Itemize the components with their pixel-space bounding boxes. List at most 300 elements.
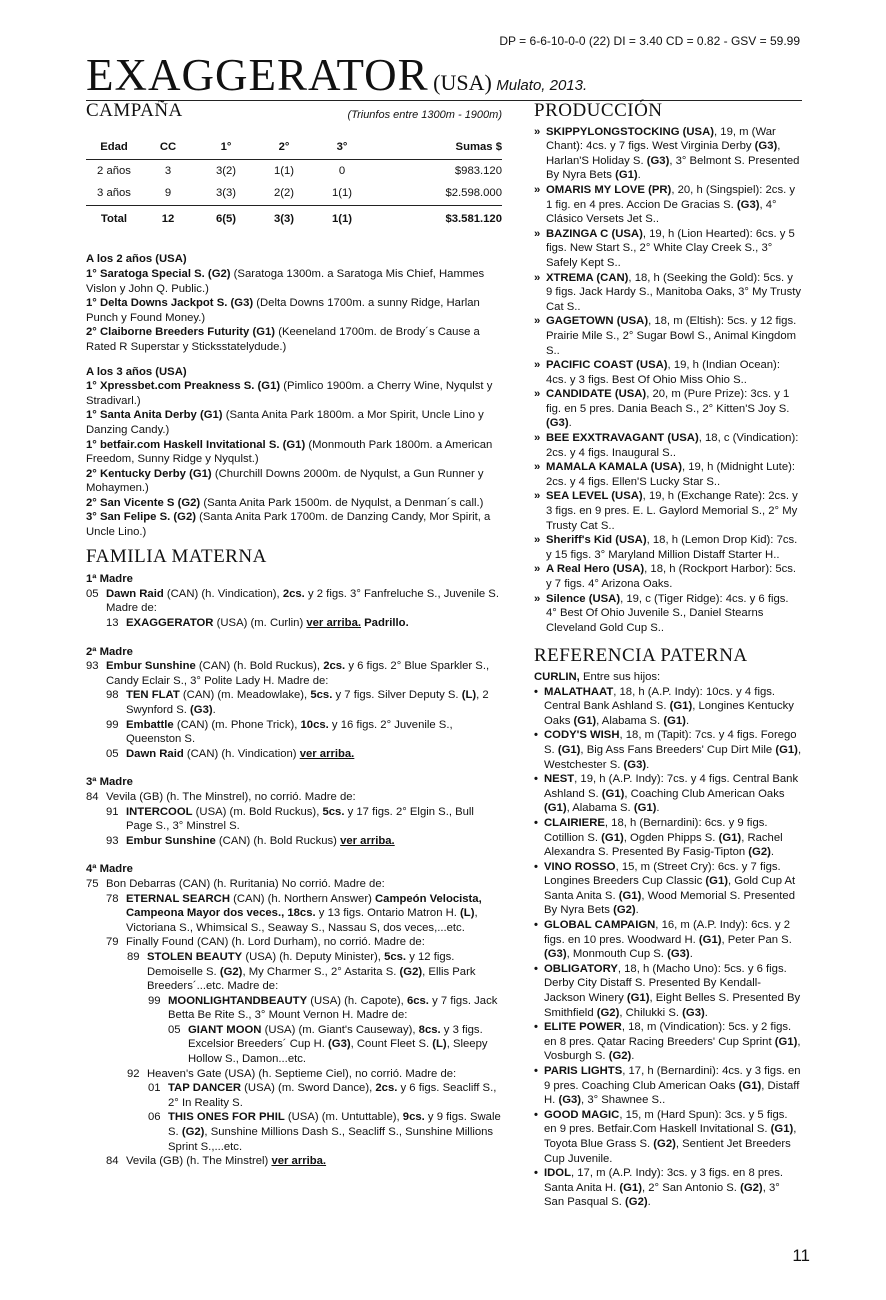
text-run: (L) (460, 907, 475, 920)
text-run: MAMALA KAMALA (USA) (546, 461, 682, 474)
generation-label: 3ª Madre (86, 776, 133, 789)
text-run: (G1) (770, 1123, 794, 1136)
text-run: (USA) (h. Deputy Minister), (242, 950, 385, 963)
text-run: y 12 figs. Demoiselle S. (147, 950, 455, 978)
text-run: , Alabama S. (596, 714, 664, 727)
bullet-icon: » (534, 388, 541, 401)
production-item (534, 183, 802, 227)
text-run: , 19, h (Exchange Rate): 2cs. y 3 figs. en 9 pres. E. L. Gaylord Memorial S., 2° My Trusty Cat S.. (546, 490, 798, 532)
table-cell: $983.120 (454, 164, 502, 177)
bullet-icon: • (534, 1065, 538, 1077)
text-run: (G1) (601, 787, 625, 800)
birth-year: 75 (86, 877, 99, 890)
production-item (534, 431, 802, 460)
text-run: , 20, m (Pure Prize): 3cs. y 1 fig. en 5 pres. Dania Beach S., 2° Kitten'S Joy S. (546, 388, 790, 415)
family-section (86, 545, 502, 1169)
text-run: , 19, h (Indian Ocean): 4cs. y 3 figs. Best Of Ohio Miss Ohio S.. (546, 359, 780, 386)
entry-text (126, 688, 502, 717)
horse-origin: (USA) (433, 70, 492, 95)
text-run: (G1) (601, 831, 624, 844)
text-run: , 2° San Antonio S. (641, 1181, 741, 1194)
text-run: (USA) (m. Sword Dance), (241, 1082, 376, 1095)
text-run: XTREMA (CAN) (546, 271, 629, 284)
text-run: (G3) (546, 417, 569, 430)
text-run: Sheriff's Kid (USA) (546, 534, 647, 547)
entry-text (126, 718, 502, 747)
campaign-table (86, 138, 502, 230)
bullet-icon: • (534, 860, 538, 873)
win-entry (86, 408, 502, 437)
sire-progeny-item (534, 728, 802, 772)
text-run: (G3) (544, 948, 567, 961)
text-run: . (647, 1196, 651, 1209)
col-header: 1° (194, 138, 258, 159)
text-run: Finally Found (CAN) (h. Lord Durham), no corrió. Madre de: (126, 936, 425, 949)
item-text (546, 183, 802, 227)
family-entry (86, 790, 502, 805)
text-run: , My Charmer S., 2° Astarita S. (242, 965, 400, 978)
family-entry (106, 805, 502, 834)
text-run: NEST (544, 773, 575, 786)
text-run: Vevila (GB) (h. The Minstrel), no corrió. Madre de: (106, 790, 356, 803)
item-text (546, 592, 802, 636)
text-run: (G1) (633, 802, 657, 815)
text-run: , Chilukki S. (619, 1006, 683, 1019)
family-entry (127, 1067, 502, 1082)
table-cell: 1(1) (331, 187, 353, 200)
text-run: y 3 figs. Excelsior Breeders´ Cup H. (188, 1023, 483, 1051)
generation-label: 2ª Madre (86, 645, 133, 658)
text-run: (USA) (m. Untuttable), (284, 1111, 403, 1124)
text-run: (G2) (748, 846, 771, 859)
family-entry (106, 718, 502, 747)
table-cell: $2.598.000 (445, 187, 502, 200)
text-run: Bon Debarras (CAN) (h. Ruritania) No corrió. Madre de: (106, 877, 385, 890)
left-column (86, 100, 502, 1169)
table-cell: $3.581.120 (374, 205, 502, 230)
birth-year: 05 (168, 1023, 181, 1036)
production-item (534, 562, 802, 591)
text-run: ver arriba. (340, 834, 395, 847)
text-run: , 19, c (Tiger Ridge): 4cs. y 6 figs. 4° Best Of Ohio Juvenile S., Daniel Stearns Cleveland Gold Cup S.. (546, 592, 789, 634)
win-entry (86, 510, 502, 539)
sire-section (534, 645, 802, 1210)
birth-year: 98 (106, 689, 119, 702)
birth-year: 84 (106, 1155, 119, 1168)
text-run: (G1) (775, 743, 798, 756)
bullet-icon: » (534, 227, 541, 240)
race-name: 1° Xpressbet.com Preakness S. (G1) (86, 380, 281, 393)
text-run: (G1) (663, 714, 686, 727)
race-name: 2° Claiborne Breeders Futurity (G1) (86, 326, 276, 339)
table-cell: 3 años (97, 187, 131, 200)
text-run: , 4° Clásico Versets Jet S.. (546, 198, 777, 226)
race-detail: (Santa Anita Park 1500m. de Nyqulst, a Denman´s call.) (200, 496, 484, 509)
entry-text (106, 659, 502, 688)
birth-year: 93 (106, 834, 119, 847)
text-run: SKIPPYLONGSTOCKING (USA) (546, 125, 715, 138)
text-run: , Westchester S. (544, 743, 802, 771)
table-cell: 3(3) (258, 205, 310, 230)
text-run: 5cs. (322, 805, 345, 818)
sire-progeny-item (534, 860, 802, 918)
text-run: (CAN) (h. Vindication), (163, 587, 283, 600)
race-name: 1° Delta Downs Jackpot S. (G3) (86, 297, 254, 310)
family-entry (86, 877, 502, 892)
text-run: , 19, h (Lion Hearted): 6cs. y 5 figs. New Start S., 2° White Clay Creek S., 3° Safely Kept S.. (546, 227, 795, 269)
text-run: (USA) (h. Capote), (307, 994, 407, 1007)
family-entry (106, 834, 502, 849)
col-header: Sumas $ (374, 138, 502, 159)
text-run: OMARIS MY LOVE (PR) (546, 183, 672, 196)
item-text (546, 358, 802, 387)
item-text (544, 685, 802, 729)
family-entry (106, 616, 502, 631)
text-run: 5cs. (310, 689, 333, 702)
entry-text (126, 834, 502, 849)
text-run: , Longines Kentucky Oaks (544, 700, 794, 727)
text-run: (G1) (705, 875, 728, 888)
text-run: Vevila (GB) (h. The Minstrel) (126, 1155, 272, 1168)
race-detail: (Monmouth Park 1800m. a American Freedom, Sunny Ridge y Nyqulst.) (86, 438, 493, 466)
text-run: (G2) (613, 904, 636, 917)
item-text (546, 387, 802, 431)
text-run: CLAIRIERE (544, 816, 605, 829)
text-run: Embur Sunshine (126, 834, 216, 847)
text-run: Silence (USA) (546, 592, 621, 605)
text-run: , Ellis Park Breeders´...etc. Madre de: (147, 965, 476, 993)
production-item (534, 489, 802, 533)
text-run: GLOBAL CAMPAIGN (544, 919, 656, 932)
race-detail: (Santa Anita Park 1800m. a Mor Spirit, Uncle Lino y Danzing Candy.) (86, 409, 484, 436)
item-text (544, 918, 802, 962)
text-run: , 18, h (Rockport Harbor): 5cs. y 7 figs. 4° Arizona Oaks. (546, 563, 797, 590)
sire-progeny-list (534, 685, 802, 1210)
text-run: , 16, m (A.P. Indy): 6cs. y 2 figs. en 10 pres. Woodward H. (544, 919, 791, 946)
text-run: y 7 figs. Silver Deputy S. (332, 689, 462, 702)
text-run: GIANT MOON (188, 1023, 262, 1036)
family-entry (127, 950, 502, 994)
text-run: (G3) (754, 140, 778, 153)
text-run: MOONLIGHTANDBEAUTY (168, 994, 308, 1007)
text-run: y 7 figs. Jack Betta Be Rite S., 3° Mount Vernon H. Madre de: (168, 994, 498, 1022)
text-run: 9cs. (402, 1111, 425, 1124)
text-run: , 18, m (Eltish): 5cs. y 12 figs. Prairie Mile S., 2° Sugar Bowl S., Animal Kingdom S.. (546, 315, 797, 357)
table-cell: 9 (164, 187, 172, 200)
entry-text (126, 1154, 502, 1169)
family-entry (148, 1110, 502, 1154)
text-run: (G1) (669, 700, 693, 713)
sire-progeny-item (534, 1064, 802, 1108)
text-run: ETERNAL SEARCH (126, 892, 230, 905)
text-run: . (704, 1006, 708, 1019)
text-run: , Vosburgh S. (544, 1035, 801, 1063)
text-run: y 2 figs. 3° Fanfreluche S., Juvenile S. Madre de: (106, 587, 499, 615)
wins-heading: A los 2 años (USA) (86, 253, 187, 266)
entry-text (106, 790, 502, 805)
entry-text (147, 950, 502, 994)
text-run: ver arriba. (299, 747, 355, 760)
family-entry (168, 1023, 502, 1067)
race-detail: (Santa Anita Park 1700m. de Danzing Candy, Mor Spirit, a Uncle Lino.) (86, 511, 491, 539)
family-entry (148, 994, 502, 1023)
table-cell: 3(3) (215, 187, 237, 200)
bullet-icon: » (534, 461, 541, 474)
horse-title (86, 50, 802, 101)
production-item (534, 227, 802, 271)
text-run: CODY'S WISH (544, 729, 620, 742)
bullet-icon: • (534, 1167, 538, 1180)
text-run: y 13 figs. Ontario Matron H. (315, 907, 461, 920)
text-run: BEE EXXTRAVAGANT (USA) (546, 432, 699, 445)
item-text (546, 489, 802, 533)
campaign-table-header (86, 138, 502, 159)
col-header: 2° (258, 138, 310, 159)
bullet-icon: » (534, 271, 541, 284)
text-run: , Gold Cup At Santa Anita S. (544, 875, 796, 902)
item-text (544, 1108, 802, 1166)
sire-progeny-item (534, 772, 802, 816)
race-detail: (Keeneland 1700m. de Brody´s Cause a Rated R Superstar y Sticksstatelydude.) (86, 326, 480, 353)
production-item (534, 533, 802, 562)
text-run: GOOD MAGIC (544, 1108, 620, 1121)
win-entry (86, 467, 502, 496)
birth-year: 99 (148, 994, 161, 1007)
text-run: INTERCOOL (126, 805, 193, 818)
bullet-icon: • (534, 685, 538, 698)
wins-heading: A los 3 años (USA) (86, 365, 187, 378)
birth-year: 06 (148, 1111, 161, 1124)
race-name: 1° betfair.com Haskell Invitational S. (G1) (86, 438, 306, 451)
text-run: 10cs. (300, 718, 329, 731)
win-entry (86, 325, 502, 354)
family-entry (86, 587, 502, 616)
text-run: (G2) (219, 965, 243, 978)
text-run: y 16 figs. 2° Juvenile S., Queenston S. (126, 718, 453, 746)
item-text (546, 271, 802, 315)
text-run: , 18, h (Macho Uno): 5cs. y 6 figs. Derby City Distaff S. Presented By Kendall-Jackson Winery (544, 962, 787, 1005)
birth-year: 13 (106, 617, 119, 630)
entry-text (126, 892, 502, 936)
text-run: (CAN) (h. Northern Answer) (229, 892, 375, 905)
text-run: (G3) (667, 948, 690, 961)
col-header: CC (142, 138, 194, 159)
entry-text (126, 935, 502, 950)
text-run: (G2) (608, 1050, 632, 1063)
item-text (546, 460, 802, 489)
production-item (534, 592, 802, 636)
entry-text (126, 805, 502, 834)
wins-block (86, 365, 502, 540)
production-item (534, 358, 802, 387)
text-run: , 20, h (Singspiel): 2cs. y 1 fig. en 4 pres. Accion De Gracias S. (546, 183, 796, 211)
bullet-icon: » (534, 125, 541, 138)
text-run: (G1) (573, 714, 597, 727)
win-entry (86, 296, 502, 325)
text-run: (G3) (328, 1038, 351, 1051)
text-run: Embattle (126, 718, 174, 731)
text-run: 5cs. (384, 950, 407, 963)
text-run: (G3) (190, 704, 213, 716)
entry-text (188, 1023, 502, 1067)
text-run: (G3) (682, 1006, 705, 1019)
table-row (86, 159, 502, 182)
text-run: (G1) (618, 889, 642, 902)
birth-year: 93 (86, 660, 99, 673)
text-run: (USA) (m. Giant's Causeway), (261, 1023, 419, 1036)
horse-name: EXAGGERATOR (86, 50, 429, 100)
race-detail: (Pimlico 1900m. a Cherry Wine, Nyqulst y Stradivarl.) (86, 380, 493, 407)
text-run: BAZINGA C (USA) (546, 227, 643, 240)
sire-intro-text: Entre sus hijos: (579, 670, 661, 683)
sire-progeny-item (534, 962, 802, 1020)
item-text (544, 772, 802, 816)
bullet-icon: » (534, 359, 541, 372)
sire-progeny-item (534, 685, 802, 729)
generation-label: 4ª Madre (86, 863, 133, 876)
sire-intro (534, 670, 802, 685)
text-run: IDOL (544, 1167, 571, 1180)
text-run: , Monmouth Cup S. (566, 948, 668, 961)
text-run: , 17, m (A.P. Indy): 3cs. y 3 figs. en 8 pres. Santa Anita H. (544, 1167, 784, 1194)
text-run: (G1) (774, 1035, 798, 1048)
race-name: 2° San Vicente S (G2) (86, 496, 201, 509)
item-text (544, 1064, 802, 1108)
production-item (534, 271, 802, 315)
text-run: ver arriba. (271, 1155, 327, 1168)
bullet-icon: » (534, 183, 541, 196)
text-run: (G2) (181, 1126, 205, 1139)
race-name: 3° San Felipe S. (G2) (86, 511, 196, 524)
text-run: (G2) (596, 1006, 620, 1019)
table-cell: 2 años (97, 164, 131, 177)
table-cell: 6(5) (194, 205, 258, 230)
bullet-icon: » (534, 534, 541, 547)
item-text (544, 860, 802, 918)
text-run: , Big Ass Fans Breeders' Cup Dirt Mile (580, 743, 776, 756)
production-item (534, 387, 802, 431)
production-item (534, 460, 802, 489)
text-run: (G1) (615, 169, 638, 182)
table-cell: 2(2) (273, 187, 295, 200)
family-entry (106, 935, 502, 950)
text-run: . (685, 714, 690, 727)
item-text (544, 728, 802, 772)
text-run: , 18, h (A.P. Indy): 10cs. y 4 figs. Central Bank Ashland S. (544, 685, 776, 713)
text-run: (G1) (626, 992, 650, 1005)
entry-text (168, 1110, 502, 1154)
text-run: , 18, h (Seeking the Gold): 5cs. y 9 figs. Jack Hardy S., Manitoba Oaks, 3° My Trusty Cat S.. (546, 271, 802, 313)
bullet-icon: • (534, 919, 538, 932)
text-run: , 15, m (Hard Spun): 3cs. y 5 figs. en 9 pres. Betfair.Com Haskell Invitational S. (544, 1108, 788, 1136)
text-run: (G1) (557, 743, 581, 756)
text-run: , 18, h (Bernardini): 6cs. y 9 figs. Cotillion S. (544, 816, 768, 844)
bullet-icon: » (534, 592, 541, 605)
text-run: . (635, 904, 639, 917)
family-title: FAMILIA MATERNA (86, 545, 267, 567)
text-run: 6cs. (406, 994, 429, 1007)
wins-block (86, 252, 502, 354)
text-run: VINO ROSSO (544, 860, 616, 873)
text-run: (G3) (736, 198, 760, 211)
text-run: , Distaff H. (544, 1079, 800, 1107)
birth-year: 99 (106, 718, 119, 731)
text-run: , Alabama S. (566, 802, 634, 815)
text-run: (G3) (623, 758, 647, 771)
text-run: MALATHAAT (544, 685, 614, 698)
text-run: (CAN) (h. Bold Ruckus) (215, 834, 341, 847)
text-run: , 18, c (Vindication): 2cs. y 4 figs. Inaugural S.. (546, 432, 799, 459)
text-run: (L) (432, 1038, 447, 1051)
text-run: (G1) (544, 802, 567, 815)
item-text (546, 431, 802, 460)
text-run: , 17, h (Bernardini): 4cs. y 3 figs. en 9 pres. Coaching Club American Oaks (544, 1065, 801, 1092)
bullet-icon: • (534, 1021, 538, 1034)
family-entry (86, 659, 502, 688)
text-run: (CAN) (h. Vindication) (183, 747, 300, 760)
bullet-icon: » (534, 563, 541, 576)
text-run: (CAN) (m. Phone Trick), (173, 718, 301, 731)
sire-progeny-item (534, 1020, 802, 1064)
table-row (86, 182, 502, 205)
text-run: ELITE POWER (544, 1021, 622, 1034)
campaign-header (86, 100, 502, 132)
text-run: , 15, m (Street Cry): 6cs. y 7 figs. Longines Breeders Cup Classic (544, 860, 781, 888)
text-run: PARIS LIGHTS (544, 1065, 623, 1077)
text-run: , Eight Belles S. Presented By Smithfield (544, 992, 801, 1019)
text-run: STOLEN BEAUTY (147, 950, 243, 963)
win-entry (86, 496, 502, 511)
text-run: (G2) (740, 1181, 763, 1194)
entry-text (168, 994, 502, 1023)
text-run: , Peter Pan S. (721, 933, 792, 946)
item-text (546, 533, 802, 562)
race-detail: (Delta Downs 1700m. a sunny Ridge, Harlan Punch y Found Money.) (86, 297, 480, 324)
birth-year: 89 (127, 950, 140, 963)
race-detail: (Saratoga 1300m. a Saratoga Mis Chief, Hammes Vislon y John Q. Public.) (86, 267, 485, 295)
race-detail: (Churchill Downs 2000m. de Nyqulst, a Gun Runner y Mohaymen.) (86, 467, 484, 495)
bullet-icon: • (534, 962, 538, 975)
text-run: Dawn Raid (106, 587, 164, 600)
text-run: Embur Sunshine (106, 660, 196, 673)
race-name: 1° Santa Anita Derby (G1) (86, 409, 223, 422)
table-cell: Total (86, 205, 142, 230)
production-list (534, 125, 802, 636)
text-run: , Harlan'S Holiday S. (546, 140, 781, 167)
generation-label: 1ª Madre (86, 573, 133, 586)
race-name: 2° Kentucky Derby (G1) (86, 467, 212, 480)
dosage-stats: DP = 6-6-10-0-0 (22) DI = 3.40 CD = 0.82 - GSV = 59.99 (499, 34, 800, 48)
entry-text (106, 877, 502, 892)
production-item (534, 314, 802, 358)
text-run: , Count Fleet S. (350, 1038, 433, 1051)
text-run: CANDIDATE (USA) (546, 388, 647, 401)
table-cell: 3(2) (215, 164, 237, 177)
text-run: , Rachel Alexandra S. Presented By Fasig-Tipton (544, 831, 783, 859)
entry-text (126, 747, 502, 762)
item-text (546, 125, 802, 183)
win-entry (86, 267, 502, 296)
text-run: EXAGGERATOR (126, 617, 214, 630)
text-run: , Toyota Blue Grass S. (544, 1123, 797, 1150)
birth-year: 01 (148, 1082, 161, 1095)
text-run: Dawn Raid (126, 747, 184, 760)
birth-year: 92 (127, 1067, 140, 1080)
birth-year: 78 (106, 892, 119, 905)
sire-progeny-item (534, 1166, 802, 1210)
text-run: (G3) (558, 1094, 582, 1107)
text-run: . (631, 1050, 635, 1063)
